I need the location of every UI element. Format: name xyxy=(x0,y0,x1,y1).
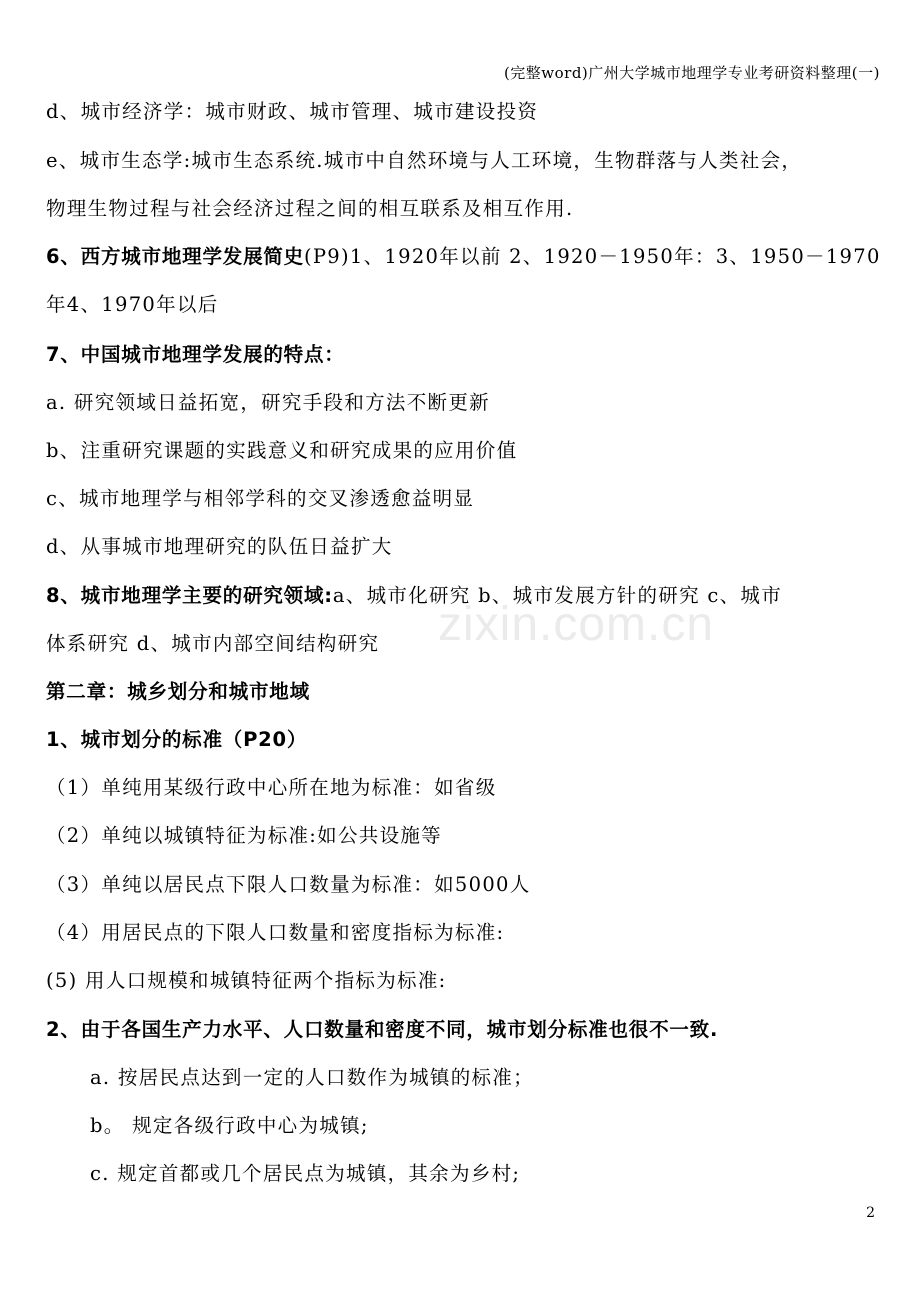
western-history-periods: (P9)1、1920年以前 2、1920－1950年：3、1950－1970 xyxy=(303,245,881,268)
text-line-western-history xyxy=(46,244,881,270)
heading-china-features: 7、中国城市地理学发展的特点： xyxy=(46,343,345,366)
difference-item-b: b。 规定各级行政中心为城镇; xyxy=(90,1114,369,1137)
text-line-city-economics: d、城市经济学：城市财政、城市管理、城市建设投资 xyxy=(46,100,539,123)
criteria-item-2: （2）单纯以城镇特征为标准:如公共设施等 xyxy=(46,824,442,847)
heading-research-fields: 8、城市地理学主要的研究领域: xyxy=(46,584,333,607)
list-item-a: a. 研究领域日益拓宽，研究手段和方法不断更新 xyxy=(46,391,490,414)
text-line-western-history-cont: 年4、1970年以后 xyxy=(46,293,219,316)
criteria-item-3: （3）单纯以居民点下限人口数量为标准：如5000人 xyxy=(46,873,531,896)
list-item-d: d、从事城市地理研究的队伍日益扩大 xyxy=(46,535,393,558)
research-fields-list: a、城市化研究 b、城市发展方针的研究 c、城市 xyxy=(332,584,783,607)
page-number: 2 xyxy=(866,1205,875,1221)
criteria-item-1: （1）单纯用某级行政中心所在地为标准：如省级 xyxy=(46,776,497,799)
criteria-item-5: (5) 用人口规模和城镇特征两个指标为标准: xyxy=(46,969,447,992)
heading-city-criteria: 1、城市划分的标准（P20） xyxy=(46,728,308,751)
list-item-b: b、注重研究课题的实践意义和研究成果的应用价值 xyxy=(46,439,518,462)
chapter-two-title: 第二章：城乡划分和城市地域 xyxy=(46,680,310,703)
text-line-research-fields-cont: 体系研究 d、城市内部空间结构研究 xyxy=(46,632,380,655)
page-header-title: (完整word)广州大学城市地理学专业考研资料整理(一) xyxy=(503,64,880,82)
heading-country-differences: 2、由于各国生产力水平、人口数量和密度不同，城市划分标准也很不一致. xyxy=(46,1018,719,1041)
list-item-c: c、城市地理学与相邻学科的交叉渗透愈益明显 xyxy=(46,487,475,510)
difference-item-a: a. 按居民点达到一定的人口数作为城镇的标准； xyxy=(90,1066,534,1089)
text-line-city-ecology-cont: 物理生物过程与社会经济过程之间的相互联系及相互作用. xyxy=(46,197,574,220)
text-line-research-fields xyxy=(46,583,782,609)
text-line-city-ecology: e、城市生态学:城市生态系统.城市中自然环境与人工环境，生物群落与人类社会， xyxy=(46,149,803,172)
criteria-item-4: （4）用居民点的下限人口数量和密度指标为标准: xyxy=(46,921,505,944)
difference-item-c: c. 规定首都或几个居民点为城镇，其余为乡村; xyxy=(90,1162,521,1185)
heading-western-history: 6、西方城市地理学发展简史 xyxy=(46,245,304,268)
watermark-text: zixin.com.cn xyxy=(438,598,715,651)
